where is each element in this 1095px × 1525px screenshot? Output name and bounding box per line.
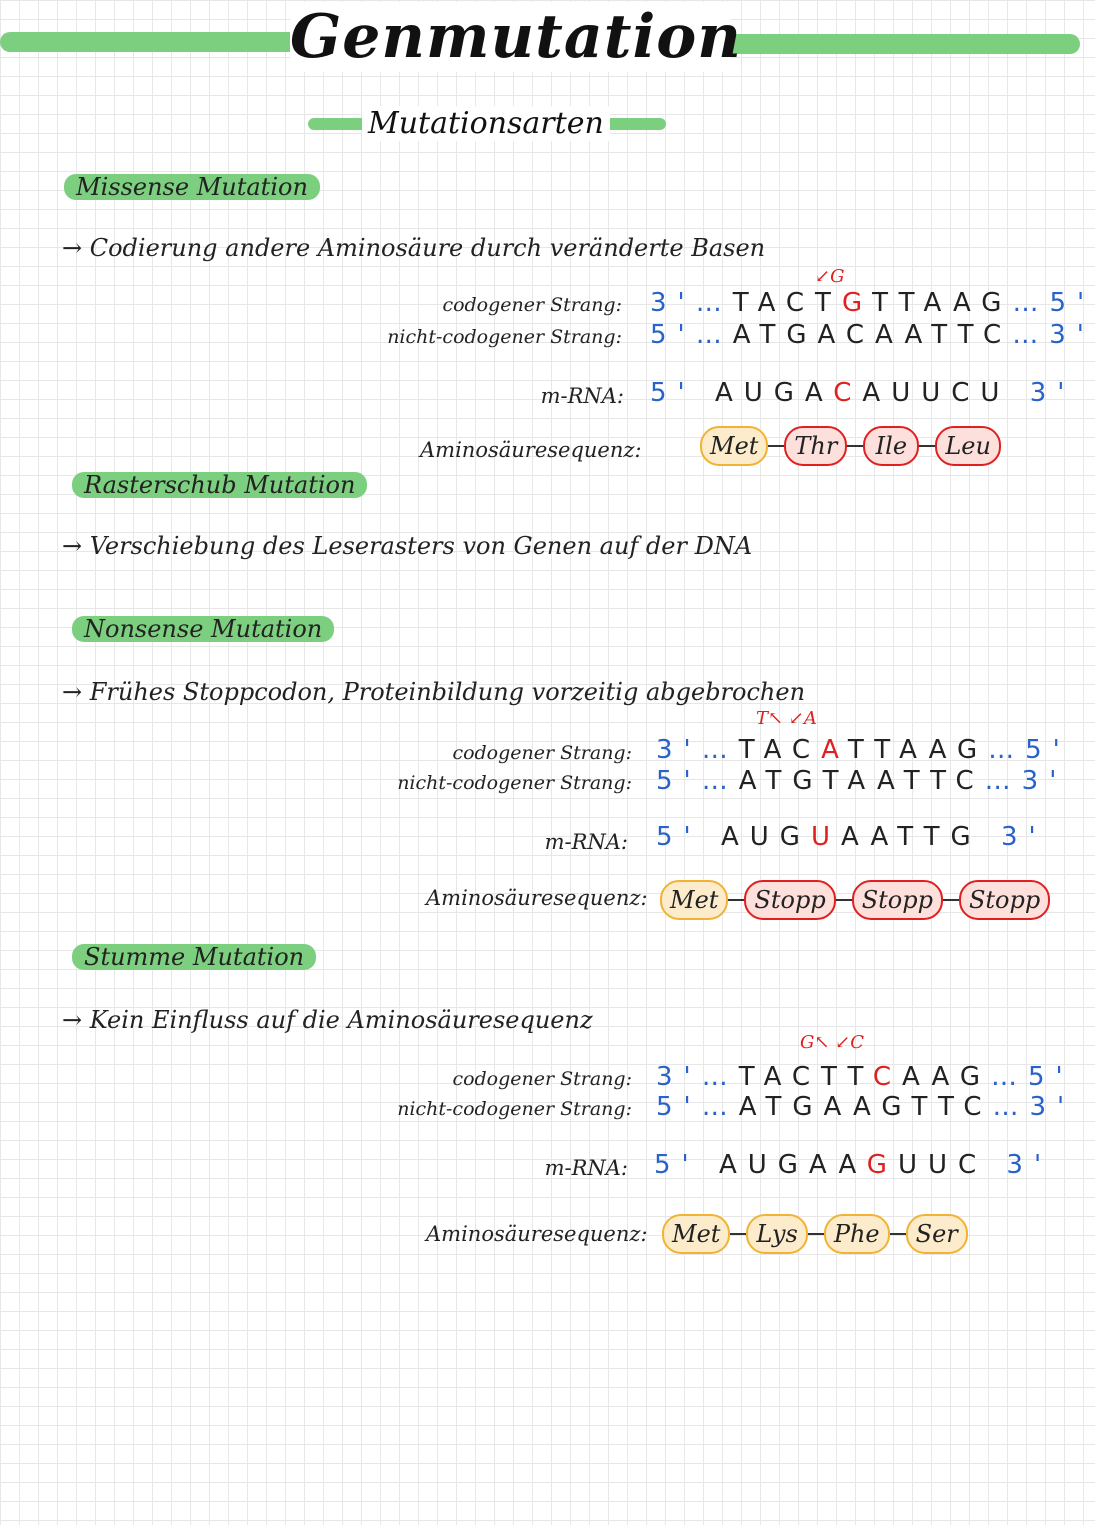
peptide-bond (847, 445, 863, 447)
missense-heading: Missense Mutation (64, 174, 320, 200)
peptide-bond (730, 1233, 746, 1235)
silent-description: → Kein Einfluss auf die Aminosäuresequenz (62, 1006, 593, 1034)
amino-acid: Leu (935, 426, 1001, 466)
frameshift-description: → Verschiebung des Leserasters von Genen auf der DNA (62, 532, 753, 560)
silent-codogen-sequence: 3'…TACTTCAAG…5' (656, 1062, 1074, 1092)
frameshift-heading: Rasterschub Mutation (72, 472, 367, 498)
missense-aa-chain (700, 426, 1001, 466)
amino-acid: Phe (824, 1214, 890, 1254)
amino-acid: Ser (906, 1214, 968, 1254)
peptide-bond (768, 445, 784, 447)
nonsense-mrna-sequence: 5' AUGUAATTG 3' (656, 822, 1047, 852)
title-bar-left (0, 32, 300, 52)
silent-noncodogen-sequence: 5'…ATGAAGTTC…3' (656, 1092, 1076, 1122)
amino-acid: Stopp (852, 880, 943, 920)
nonsense-aa-chain (660, 880, 1050, 920)
missense-mrna-sequence: 5' AUGACAUUCU 3' (650, 378, 1076, 408)
silent-aa-label: Aminosäuresequenz: (426, 1222, 648, 1246)
nonsense-change-note: T↖ ↙A (756, 708, 817, 729)
amino-acid: Thr (784, 426, 847, 466)
silent-heading: Stumme Mutation (72, 944, 316, 970)
silent-codogen-label: codogener Strang: (452, 1068, 632, 1090)
missense-noncodogen-sequence: 5'…ATGACAATTC…3' (650, 320, 1095, 350)
nonsense-heading: Nonsense Mutation (72, 616, 334, 642)
amino-acid: Stopp (744, 880, 835, 920)
missense-noncodogen-label: nicht-codogener Strang: (387, 326, 622, 348)
peptide-bond (808, 1233, 824, 1235)
nonsense-codogen-sequence: 3'…TACATTAAG…5' (656, 735, 1071, 765)
missense-aa-label: Aminosäuresequenz: (420, 438, 642, 462)
page-subtitle: Mutationsarten (362, 106, 610, 141)
missense-mrna-label: m-RNA: (540, 384, 624, 408)
nonsense-aa-label: Aminosäuresequenz: (426, 886, 648, 910)
amino-acid: Stopp (959, 880, 1050, 920)
amino-acid: Met (700, 426, 768, 466)
amino-acid: Lys (746, 1214, 807, 1254)
amino-acid: Ile (863, 426, 919, 466)
peptide-bond (728, 899, 744, 901)
silent-mrna-label: m-RNA: (544, 1156, 628, 1180)
nonsense-noncodogen-label: nicht-codogener Strang: (397, 772, 632, 794)
nonsense-codogen-label: codogener Strang: (452, 742, 632, 764)
page-title: Genmutation (290, 2, 742, 72)
silent-noncodogen-label: nicht-codogener Strang: (397, 1098, 632, 1120)
missense-description: → Codierung andere Aminosäure durch veränderte Basen (62, 234, 766, 262)
amino-acid: Met (662, 1214, 730, 1254)
nonsense-noncodogen-sequence: 5'…ATGTAATTC…3' (656, 766, 1068, 796)
peptide-bond (836, 899, 852, 901)
silent-change-note: G↖ ↙C (800, 1032, 865, 1053)
amino-acid: Met (660, 880, 728, 920)
silent-aa-chain (662, 1214, 968, 1254)
missense-codogen-sequence: 3'…TACTGTTAAG…5' (650, 288, 1095, 318)
peptide-bond (890, 1233, 906, 1235)
peptide-bond (919, 445, 935, 447)
peptide-bond (943, 899, 959, 901)
nonsense-description: → Frühes Stoppcodon, Proteinbildung vorzeitig abgebrochen (62, 678, 806, 706)
nonsense-mrna-label: m-RNA: (544, 830, 628, 854)
title-bar-right (700, 34, 1080, 54)
silent-mrna-sequence: 5' AUGAAGUUC 3' (654, 1150, 1053, 1180)
missense-codogen-label: codogener Strang: (442, 294, 622, 316)
missense-change-note: ↙G (815, 266, 845, 287)
